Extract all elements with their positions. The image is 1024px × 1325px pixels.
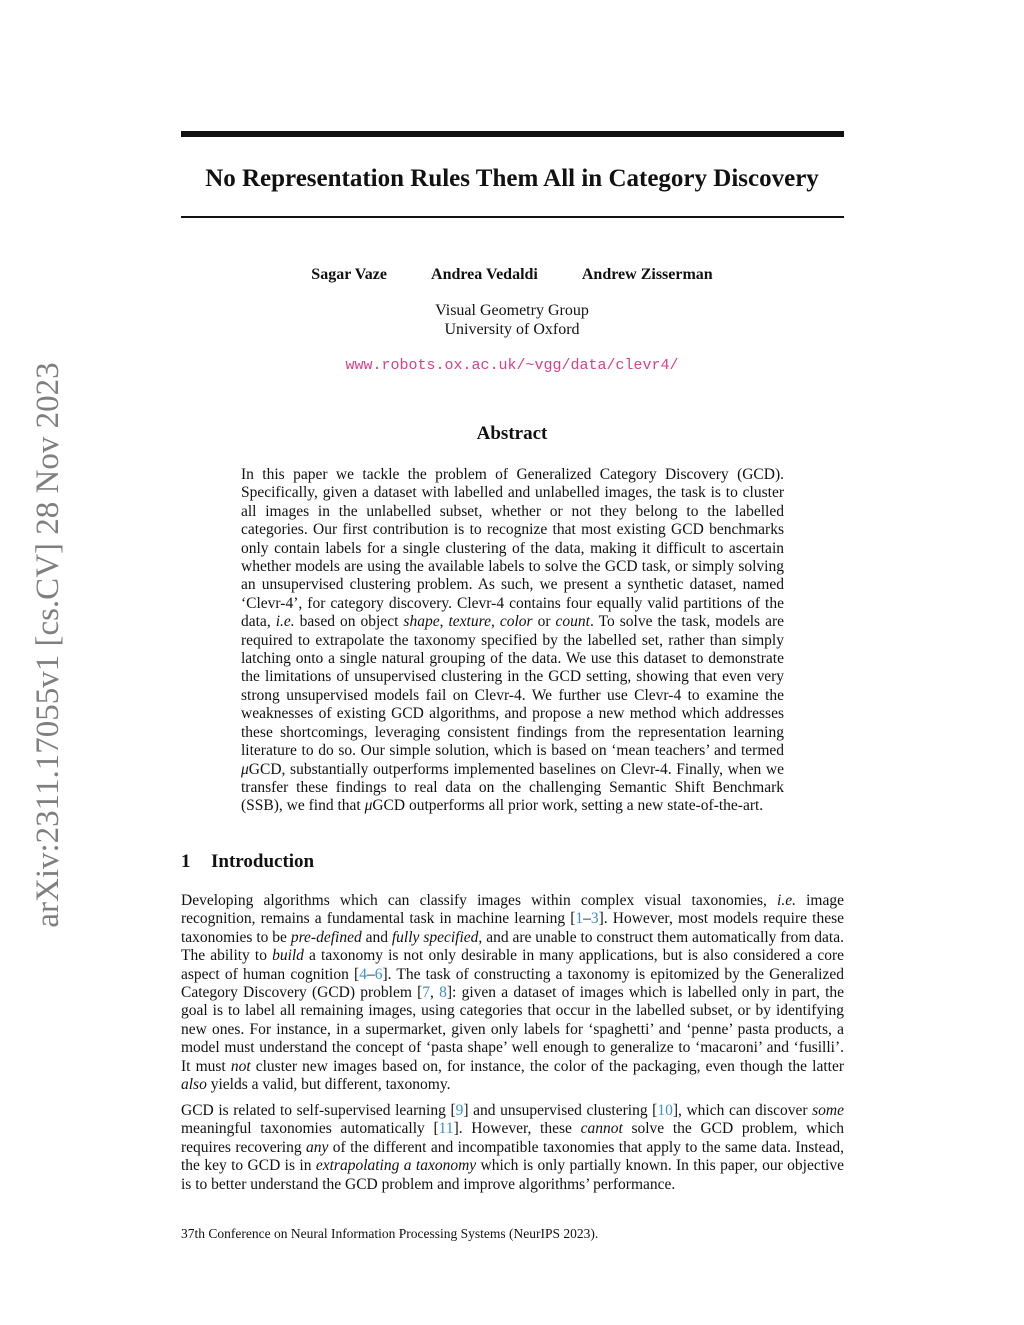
project-url-link[interactable]: www.robots.ox.ac.uk/~vgg/data/clevr4/	[345, 357, 679, 374]
citation-link[interactable]: 11	[438, 1120, 454, 1138]
citation-link[interactable]: 3	[590, 910, 599, 928]
affiliation-university: University of Oxford	[444, 321, 580, 338]
citation-link[interactable]: 1	[575, 910, 584, 928]
citation-link[interactable]: 6	[374, 965, 383, 983]
section-title: Introduction	[211, 851, 315, 872]
citation-link[interactable]: 9	[455, 1102, 464, 1119]
author-name: Andrew Zisserman	[581, 266, 713, 283]
arxiv-identifier: arXiv:2311.17055v1 [cs.CV] 28 Nov 2023	[30, 362, 66, 928]
affiliation	[300, 301, 724, 339]
conference-footnote: 37th Conference on Neural Information Processing Systems (NeurIPS 2023).	[181, 1226, 599, 1241]
section-number: 1	[181, 851, 191, 872]
citation-link[interactable]: 4	[359, 965, 367, 983]
abstract-heading: Abstract	[476, 423, 548, 444]
title-bottom-rule	[181, 216, 844, 218]
citation-link[interactable]: 8	[439, 984, 447, 1002]
affiliation-group: Visual Geometry Group	[435, 302, 589, 319]
paper-title: No Representation Rules Them All in Category Discovery	[205, 165, 819, 192]
intro-paragraph: Developing algorithms which can classify images within complex visual taxonomies, i.e. image recognition, remains a fundamental task in machine learning [1–3]. However, most models require these taxonomies to be pre-defined and fully specified, and are unable to construct them automatically from data. The ability to build a taxonomy is not only desirable in many applications, but is also considered a core aspect of human cognition [4–6]. The task of constructing a taxonomy is epitomized by the Generalized Category Discovery (GCD) problem [7, 8]: given a dataset of images which is labelled only in part, the goal is to label all remaining images, using categories that occur in the labelled subset, or by identifying new ones. For instance, in a supermarket, given only labels for ‘spaghetti’ and ‘penne’ pasta products, a model must understand the concept of ‘pasta shape’ well enough to generalize to ‘macaroni’ and ‘fusilli’. It must not cluster new images based on, for instance, the color of the packaging, even though the latter also yields a valid, but different, taxonomy.	[181, 892, 845, 1094]
citation-link[interactable]: 7	[422, 984, 431, 1002]
author-name: Sagar Vaze	[311, 266, 388, 283]
abstract-text: In this paper we tackle the problem of Generalized Category Discovery (GCD). Specifically, given a dataset with labelled and unlabelled images, the task is to cluster all images in the unlabelled subset, whether or not they belong to the labelled categories. Our first contribution is to recognize that most existing GCD benchmarks only contain labels for a single clustering of the data, making it difficult to ascertain whether models are using the available labels to solve the GCD task, or simply solving an unsupervised clustering problem. As such, we present a synthetic dataset, named ‘Clevr-4’, for category discovery. Clevr-4 contains four equally valid partitions of the data, i.e. based on object shape, texture, color or count. To solve the task, models are required to extrapolate the taxonomy specified by the labelled set, rather than simply latching onto a single natural grouping of the data. We use this dataset to demonstrate the limitations of unsupervised clustering in the GCD setting, showing that even very strong unsupervised models fail on Clevr-4. We further use Clevr-4 to examine the weaknesses of existing GCD algorithms, and propose a new method which addresses these shortcomings, leveraging consistent findings from the representation learning literature to do so. Our simple solution, which is based on ‘mean teachers’ and termed μGCD, substantially outperforms implemented baselines on Clevr-4. Finally, when we transfer these findings to real data on the challenging Semantic Shift Benchmark (SSB), we find that μGCD outperforms all prior work, setting a new state-of-the-art.	[241, 466, 785, 815]
title-top-rule	[181, 131, 844, 137]
intro-paragraph: GCD is related to self-supervised learning [9] and unsupervised clustering [10], which can discover some meaningful taxonomies automatically [11]. However, these cannot solve the GCD problem, which requires recovering any of the different and incompatible taxonomies that apply to the same data. Instead, the key to GCD is in extrapolating a taxonomy which is only partially known. In this paper, our objective is to better understand the GCD problem and improve algorithms’ performance.	[181, 1102, 845, 1193]
section-heading-introduction	[181, 850, 581, 874]
citation-link[interactable]: 10	[657, 1102, 673, 1119]
author-list	[200, 264, 824, 286]
author-name: Andrea Vedaldi	[431, 266, 538, 283]
